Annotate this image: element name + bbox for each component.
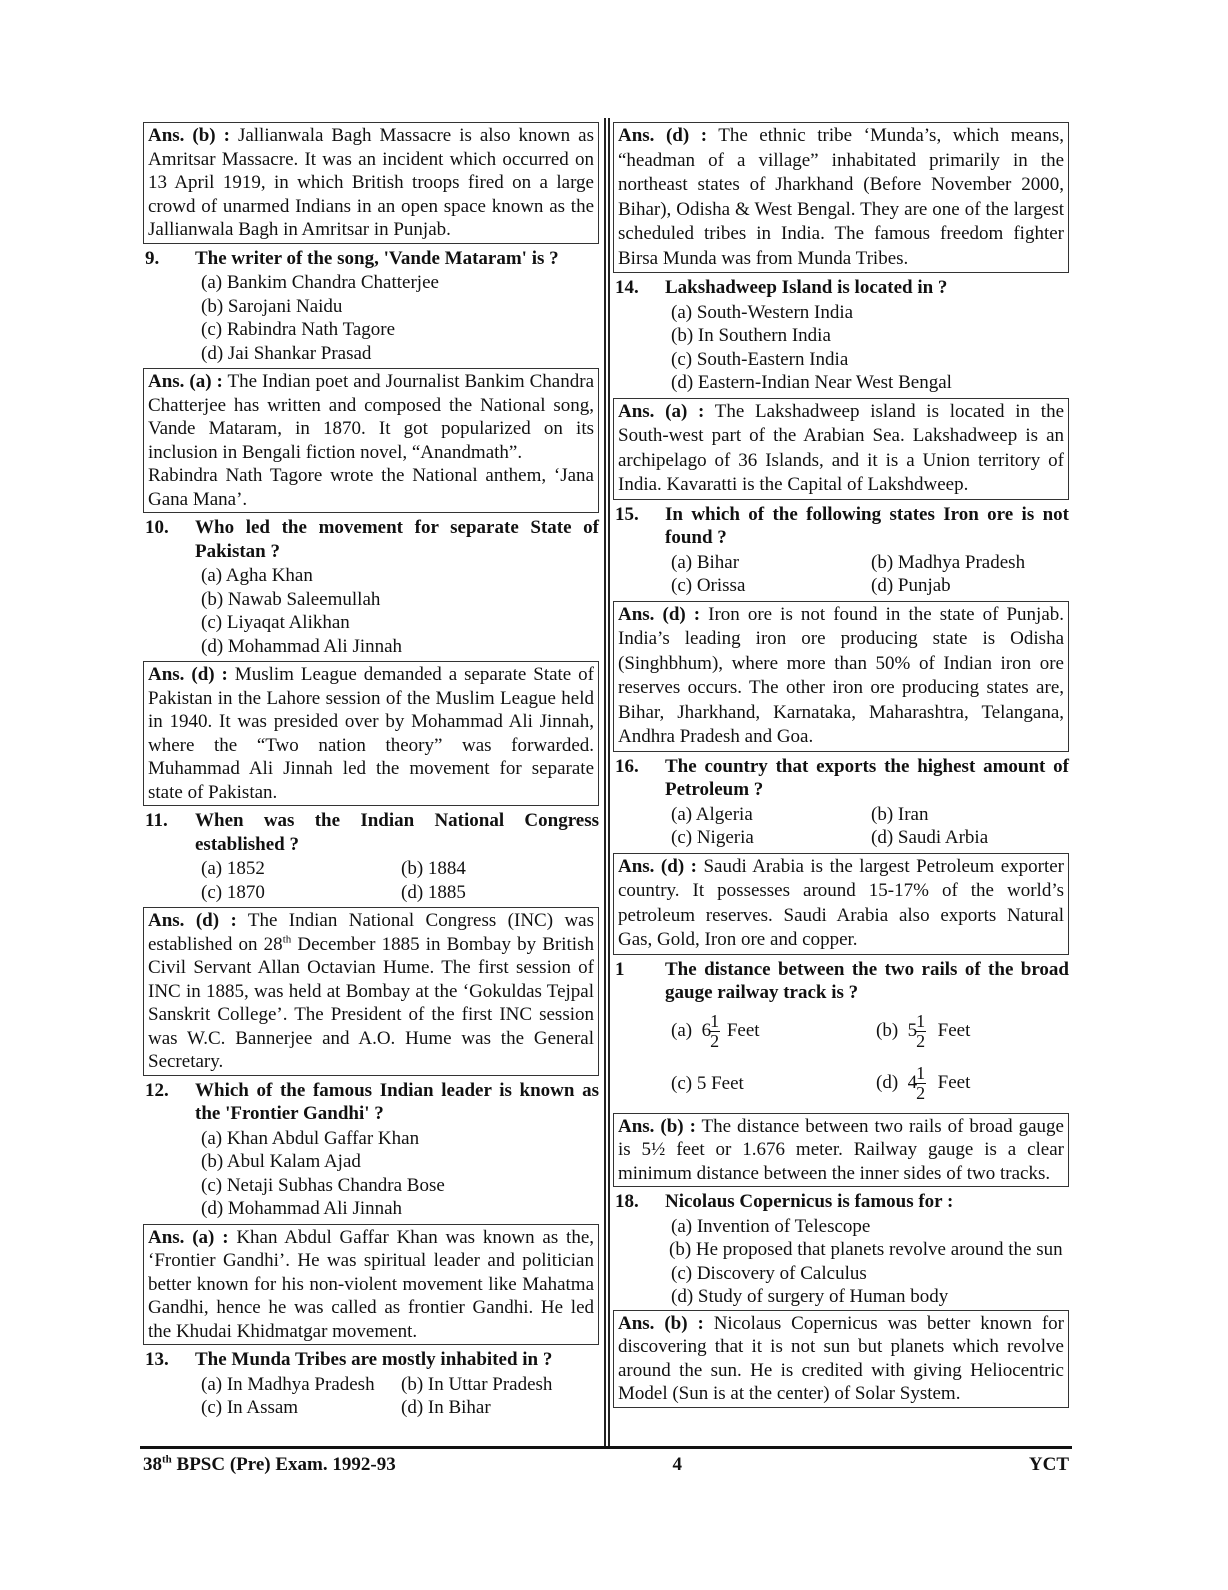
option-10d: (d) Mohammad Ali Jinnah bbox=[201, 635, 403, 657]
footer-rule bbox=[140, 1446, 1072, 1449]
answer-11: Ans. (d) : The Indian National Congress (INC) was established on 28th December 1885 in Bombay by British Civil Servant Allan Octavian Hume. The first session of INC in 1885, was held at Bombay at the ‘Gokuldas Tejpal Sanskrit College’. The President of the first INC session was W.C. Bannerjee and A.O. Hume was the General Secretary. bbox=[143, 907, 599, 1076]
fraction-half: $\frac{1}{2}$ bbox=[916, 1011, 926, 1051]
answer-14: Ans. (a) : The Lakshadweep island is located in the South-west part of the Arabian Sea. Lakshadweep is an archipelago of 36 Islands, and it is a Union territory of India. Kavaratti is the Capital of Lakshdweep. bbox=[613, 398, 1069, 500]
answer-16: Ans. (d) : Saudi Arabia is the largest Petroleum exporter country. It possesses around 15-17% of the world’s petroleum reserves. Saudi Arabia also exports Natural Gas, Gold, Iron ore and copper. bbox=[613, 853, 1069, 955]
question-18: 18. Nicolaus Copernicus is famous for : bbox=[615, 1191, 954, 1212]
option-14a: (a) South-Western India bbox=[671, 301, 854, 323]
question-15: 15. In which of the following states Iron ore is not found ? bbox=[615, 503, 1069, 548]
options-16cd: (c) Nigeria (d) Saudi Arbia bbox=[671, 827, 989, 848]
fraction-half: $\frac{1}{2}$ bbox=[710, 1011, 720, 1051]
answer-15: Ans. (d) : Iron ore is not found in the state of Punjab. India’s leading iron ore producing state is Odisha (Singhbhum), where more than 50% of Indian iron ore reserves occurs. The other iron ore producing states are, Bihar, Jharkhand, Karnataka, Maharashtra, Telangana, Andhra Pradesh and Goa. bbox=[613, 601, 1069, 752]
question-16: 16. The country that exports the highest amount of Petroleum ? bbox=[615, 755, 1069, 800]
question-13: 13. The Munda Tribes are mostly inhabited in ? bbox=[145, 1349, 553, 1370]
publisher-name: YCT bbox=[1028, 1454, 1069, 1475]
question-14: 14. Lakshadweep Island is located in ? bbox=[615, 277, 948, 298]
option-9a: (a) Bankim Chandra Chatterjee bbox=[201, 272, 439, 293]
answer-17: Ans. (b) : The distance between two rails of broad gauge is 5½ feet or 1.676 meter. Railway gauge is a clear minimum distance between the inner sides of two tracks. bbox=[613, 1113, 1069, 1188]
option-12b: (b) Abul Kalam Ajad bbox=[201, 1151, 361, 1172]
option-12a: (a) Khan Abdul Gaffar Khan bbox=[201, 1127, 420, 1149]
option-12d: (d) Mohammad Ali Jinnah bbox=[201, 1198, 403, 1219]
question-17: 1 The distance between the two rails of the broad gauge railway track is ? bbox=[615, 958, 1069, 1003]
option-14c: (c) South-Eastern India bbox=[671, 348, 849, 370]
option-18b: (b) He proposed that planets revolve around the sun bbox=[669, 1239, 1063, 1260]
column-divider-left bbox=[604, 118, 606, 1446]
options-13ab: (a) In Madhya Pradesh (b) In Uttar Pradesh bbox=[201, 1373, 553, 1395]
left-column bbox=[143, 122, 599, 1420]
option-9c: (c) Rabindra Nath Tagore bbox=[201, 319, 396, 340]
option-9d: (d) Jai Shankar Prasad bbox=[201, 342, 372, 364]
option-9b: (b) Sarojani Naidu bbox=[201, 295, 343, 317]
options-11ab: (a) 1852 (b) 1884 bbox=[201, 858, 466, 879]
answer-8: Ans. (b) : Jallianwala Bagh Massacre is also known as Amritsar Massacre. It was an incident which occurred on 13 April 1919, in which British troops fired on a large crowd of unarmed Indians in an open space known as the Jallianwala Bagh in Amritsar in Punjab. bbox=[143, 122, 599, 244]
answer-13: Ans. (d) : The ethnic tribe ‘Munda’s, which means, “headman of a village” inhabitated primarily in the northeast states of Jharkhand (Before November 2000, Bihar), Odisha & West Bengal. They are one of the largest scheduled tribes in India. The famous freedom fighter Birsa Munda was from Munda Tribes. bbox=[613, 122, 1069, 273]
answer-9: Ans. (a) : The Indian poet and Journalist Bankim Chandra Chatterjee has written and composed the National song, Vande Mataram, in 1870. It got popularized on its inclusion in Bengali fiction novel, “Anandmath”. Rabindra Nath Tagore wrote the National anthem, ‘Jana Gana Mana’. bbox=[143, 368, 599, 513]
page-footer bbox=[143, 1454, 1069, 1476]
options-13cd: (c) In Assam (d) In Bihar bbox=[201, 1397, 491, 1418]
option-10a: (a) Agha Khan bbox=[201, 565, 313, 586]
answer-12: Ans. (a) : Khan Abdul Gaffar Khan was known as the, ‘Frontier Gandhi’. He was spiritual leader and politician better known for his non-violent movement like Mahatma Gandhi, hence he was called as frontier Gandhi. He led the Khudai Khidmatgar movement. bbox=[143, 1224, 599, 1346]
option-18a: (a) Invention of Telescope bbox=[671, 1215, 871, 1237]
option-18c: (c) Discovery of Calculus bbox=[671, 1262, 867, 1284]
options-15cd: (c) Orissa (d) Punjab bbox=[671, 575, 951, 596]
options-11cd: (c) 1870 (d) 1885 bbox=[201, 881, 466, 903]
question-11: 11. When was the Indian National Congress established ? bbox=[145, 810, 599, 855]
option-18d: (d) Study of surgery of Human body bbox=[671, 1286, 949, 1307]
answer-18: Ans. (b) : Nicolaus Copernicus was better known for discovering that it is not sun but planets which revolve around the sun. He is credited with giving Heliocentric Model (Sun is at the center) of Solar System. bbox=[613, 1310, 1069, 1408]
exam-title: 38th BPSC (Pre) Exam. 1992-93 bbox=[143, 1453, 396, 1475]
options-17cd: (c) 5 Feet (d) 4 $\frac{1}{2}$ Feet bbox=[671, 1063, 971, 1103]
option-10c: (c) Liyaqat Alikhan bbox=[201, 612, 350, 633]
option-10b: (b) Nawab Saleemullah bbox=[201, 588, 381, 610]
options-15ab: (a) Bihar (b) Madhya Pradesh bbox=[671, 551, 1026, 573]
options-16ab: (a) Algeria (b) Iran bbox=[671, 803, 929, 825]
option-14d: (d) Eastern-Indian Near West Bengal bbox=[671, 372, 952, 393]
right-column bbox=[613, 122, 1069, 1411]
answer-10: Ans. (d) : Muslim League demanded a separate State of Pakistan in the Lahore session of the Muslim League held in 1940. It was presided over by Mohammad Ali Jinnah, where the “Two nation theory” was forwarded. Muhammad Ali Jinnah led the movement for separate state of Pakistan. bbox=[143, 661, 599, 806]
question-12: 12. Which of the famous Indian leader is known as the 'Frontier Gandhi' ? bbox=[145, 1079, 599, 1124]
option-12c: (c) Netaji Subhas Chandra Bose bbox=[201, 1174, 445, 1196]
column-divider-right bbox=[608, 118, 610, 1446]
question-9: 9. The writer of the song, 'Vande Mataram' is ? bbox=[145, 247, 559, 269]
fraction-half: $\frac{1}{2}$ bbox=[916, 1063, 926, 1103]
options-17ab: (a) 6 $\frac{1}{2}$ Feet (b) 5 $\frac{1}{2}$ Feet bbox=[671, 1011, 971, 1051]
option-14b: (b) In Southern India bbox=[671, 325, 831, 346]
page-number: 4 bbox=[672, 1454, 683, 1475]
question-10: 10. Who led the movement for separate State of Pakistan ? bbox=[145, 517, 599, 562]
